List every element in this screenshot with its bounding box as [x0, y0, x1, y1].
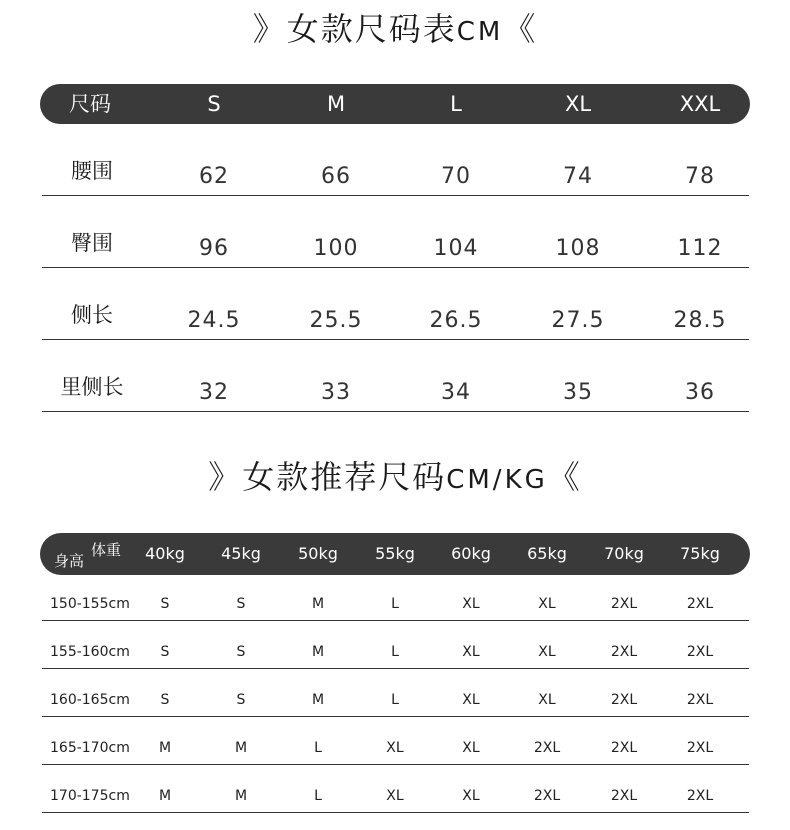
- cell-size: S: [236, 644, 246, 660]
- row-label: 里侧长: [60, 375, 124, 399]
- cell-size: M: [311, 644, 325, 660]
- cell-size: 2XL: [686, 740, 714, 756]
- cell-size: 2XL: [686, 692, 714, 708]
- cell-size: 2XL: [533, 788, 561, 804]
- cell-value: 108: [555, 236, 601, 261]
- header-size-label: 尺码: [69, 92, 111, 116]
- header-weight: 50kg: [298, 544, 338, 563]
- cell-size: 2XL: [686, 788, 714, 804]
- size-table-title-unit: CM: [456, 17, 504, 47]
- cell-size: 2XL: [610, 644, 638, 660]
- cell-value: 35: [563, 380, 593, 405]
- cell-size: 2XL: [610, 788, 638, 804]
- cell-size: XL: [462, 692, 480, 708]
- cell-value: 96: [199, 236, 229, 261]
- cell-size: XL: [462, 644, 480, 660]
- recommend-row: [42, 765, 749, 813]
- cell-size: S: [236, 596, 246, 612]
- row-height: 165-170cm: [50, 740, 130, 756]
- cell-size: 2XL: [610, 740, 638, 756]
- cell-value: 27.5: [551, 308, 605, 333]
- recommend-table-title-text: 》女款推荐尺码: [208, 458, 447, 496]
- cell-value: 62: [199, 164, 229, 189]
- cell-size: M: [311, 692, 325, 708]
- recommend-table-title-end: 《: [547, 458, 582, 496]
- cell-size: XL: [462, 596, 480, 612]
- cell-size: 2XL: [686, 596, 714, 612]
- cell-size: XL: [386, 740, 404, 756]
- cell-size: S: [160, 692, 170, 708]
- cell-size: M: [311, 596, 325, 612]
- header-weight-label: 体重: [91, 541, 122, 559]
- cell-size: L: [314, 740, 322, 756]
- cell-size: L: [391, 644, 399, 660]
- size-table-header: [40, 84, 750, 124]
- cell-value: 100: [313, 236, 359, 261]
- cell-value: 26.5: [429, 308, 483, 333]
- row-height: 160-165cm: [50, 692, 130, 708]
- cell-value: 104: [433, 236, 479, 261]
- cell-size: S: [236, 692, 246, 708]
- cell-size: 2XL: [610, 692, 638, 708]
- cell-value: 78: [685, 164, 715, 189]
- cell-size: XL: [386, 788, 404, 804]
- cell-value: 24.5: [187, 308, 241, 333]
- cell-value: 25.5: [309, 308, 363, 333]
- cell-value: 36: [685, 380, 715, 405]
- cell-value: 74: [563, 164, 593, 189]
- cell-value: 28.5: [673, 308, 727, 333]
- header-size-xxl: XXL: [679, 92, 721, 116]
- header-weight: 40kg: [145, 544, 185, 563]
- cell-size: XL: [538, 596, 556, 612]
- cell-size: S: [160, 644, 170, 660]
- row-height: 150-155cm: [50, 596, 130, 612]
- cell-size: M: [158, 788, 172, 804]
- cell-value: 34: [441, 380, 471, 405]
- recommend-table-title-unit: CM/KG: [446, 465, 548, 495]
- row-label: 臀围: [71, 231, 113, 255]
- recommend-table-title: [0, 452, 790, 498]
- header-weight: 60kg: [451, 544, 491, 563]
- cell-size: 2XL: [533, 740, 561, 756]
- recommend-table-header: [40, 533, 750, 575]
- header-weight: 45kg: [221, 544, 261, 563]
- size-row-hip: [42, 196, 749, 268]
- header-height-label: 身高: [54, 552, 85, 570]
- recommend-row: [42, 717, 749, 765]
- row-height: 155-160cm: [50, 644, 130, 660]
- cell-size: XL: [538, 644, 556, 660]
- cell-size: S: [160, 596, 170, 612]
- size-row-inseam: [42, 340, 749, 412]
- cell-value: 32: [199, 380, 229, 405]
- header-size-m: M: [326, 92, 346, 116]
- cell-size: L: [391, 692, 399, 708]
- cell-size: M: [158, 740, 172, 756]
- cell-size: XL: [462, 788, 480, 804]
- header-weight: 70kg: [604, 544, 644, 563]
- cell-size: XL: [538, 692, 556, 708]
- row-label: 腰围: [71, 159, 113, 183]
- header-size-xl: XL: [564, 92, 592, 116]
- header-size-l: L: [450, 92, 462, 116]
- header-size-s: S: [207, 92, 221, 116]
- cell-value: 112: [677, 236, 723, 261]
- size-table-title-end: 《: [503, 10, 538, 48]
- cell-size: XL: [462, 740, 480, 756]
- recommend-row: [42, 669, 749, 717]
- size-row-side-length: [42, 268, 749, 340]
- cell-size: 2XL: [686, 644, 714, 660]
- row-height: 170-175cm: [50, 788, 130, 804]
- cell-size: L: [391, 596, 399, 612]
- cell-size: 2XL: [610, 596, 638, 612]
- cell-value: 70: [441, 164, 471, 189]
- recommend-row: [42, 621, 749, 669]
- size-row-waist: [42, 124, 749, 196]
- header-weight: 75kg: [680, 544, 720, 563]
- cell-size: M: [234, 788, 248, 804]
- size-table-title: [0, 4, 790, 50]
- cell-size: L: [314, 788, 322, 804]
- cell-value: 33: [321, 380, 351, 405]
- row-label: 侧长: [71, 303, 113, 327]
- cell-size: M: [234, 740, 248, 756]
- recommend-row: [42, 573, 749, 621]
- header-weight: 65kg: [527, 544, 567, 563]
- header-weight: 55kg: [375, 544, 415, 563]
- size-table-title-text: 》女款尺码表: [252, 10, 457, 48]
- cell-value: 66: [321, 164, 351, 189]
